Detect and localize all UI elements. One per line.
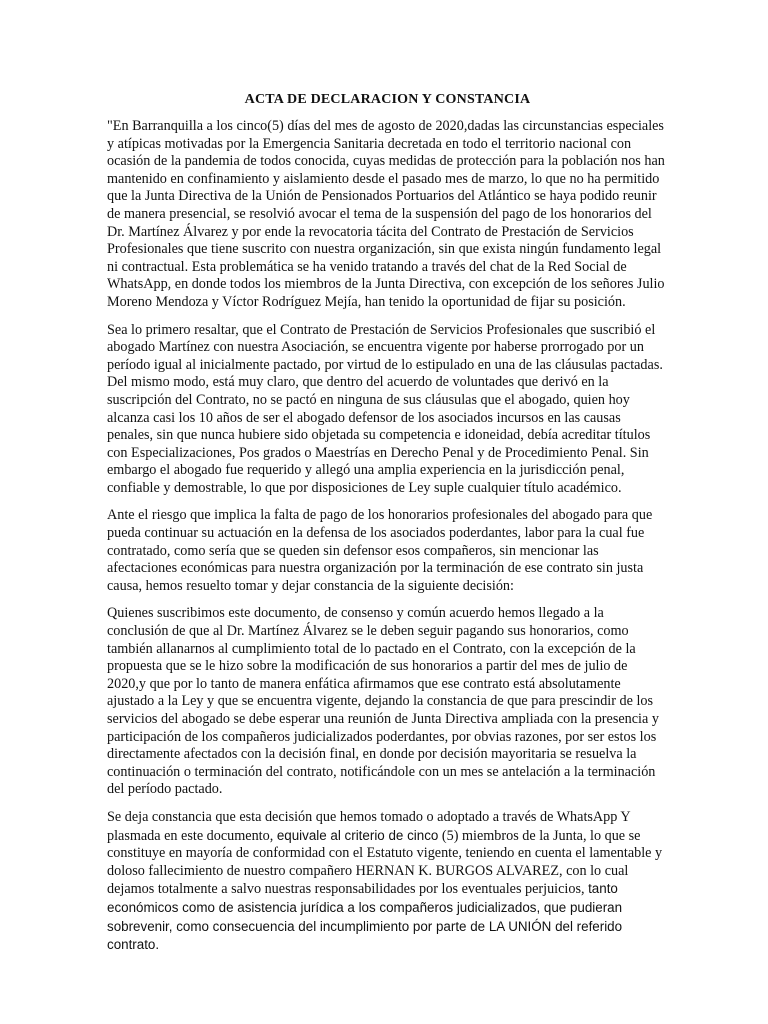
paragraph-5-part-1: Se deja constancia que esta decisión que hemos tomado o adoptado a través de WhatsApp Y plasmada en este documento, <box>107 808 631 844</box>
document-title: ACTA DE DECLARACION Y CONSTANCIA <box>244 92 531 107</box>
paragraph-5-part-2: equivale al criterio de cinco <box>276 827 439 843</box>
paragraph-3: Ante el riesgo que implica la falta de pago de los honorarios profesionales del abogado para que pueda continuar su actuación en la defensa de los asociados poderdantes, labor para la cual fue contratado, como sería que se queden sin defensor esos compañeros, sin mencionar las afectaciones económicas para nuestra organización por la terminación de ese contrato sin justa causa, hemos resuelto tomar y dejar constancia de la siguiente decisión: <box>107 507 653 594</box>
paragraph-1: "En Barranquilla a los cinco(5) días del mes de agosto de 2020,dadas las circunstancias especiales y atípicas motivadas por la Emergencia Sanitaria decretada en todo el territorio nacional con ocasión de la pandemia de todos conocida, cuyas medidas de protección para la población nos han mantenido en confinamiento y aislamiento desde el pasado mes de marzo, lo que no ha permitido que la Junta Directiva de la Unión de Pensionados Portuarios del Atlántico se haya podido reunir de manera presencial, se resolvió avocar el tema de la suspensión del pago de los honorarios del Dr. Martínez Álvarez y por ende la revocatoria tácita del Contrato de Prestación de Servicios Profesionales que tiene suscrito con nuestra organización, sin que exista ningún fundamento legal ni contractual. Esta problemática se ha venido tratando a través del chat de la Red Social de WhatsApp, en donde todos los miembros de la Junta Directiva, con excepción de los señores Julio Moreno Mendoza y Víctor Rodríguez Mejía, han tenido la oportunidad de fijar su posición. <box>107 118 665 310</box>
paragraph-2: Sea lo primero resaltar, que el Contrato de Prestación de Servicios Profesionales que suscribió el abogado Martínez con nuestra Asociación, se encuentra vigente por haberse prorrogado por un período igual al inicialmente pactado, por virtud de lo estipulado en una de las cláusulas pactadas. Del mismo modo, está muy claro, que dentro del acuerdo de voluntades que derivó en la suscripción del Contrato, no se pactó en ninguna de sus cláusulas que el abogado, quien hoy alcanza casi los 10 años de ser el abogado defensor de los asociados incursos en las causas penales, sin que nunca hubiere sido objetada su competencia e idoneidad, debía acreditar títulos con Especializaciones, Pos grados o Maestrías en Derecho Penal y de Procedimiento Penal. Sin embargo el abogado fue requerido y allegó una amplia experiencia en la jurisdicción penal, confiable y demostrable, lo que por disposiciones de Ley suple cualquier título académico. <box>107 321 663 496</box>
paragraph-5 <box>107 809 668 955</box>
paragraph-5-part-3: (5) miembros de la Junta, lo que se constituye en mayoría de conformidad con el Estatuto vigente, teniendo en cuenta el lamentable y doloso fallecimiento de nuestro compañero HERNAN K. BURGOS ALVAREZ, con lo cual dejamos totalmente a salvo nuestras responsabilidades por los eventuales perjuicios, <box>107 827 663 898</box>
paragraph-5-part-4: tanto económicos como de asistencia jurídica a los compañeros judicializados, que pudieran sobrevenir, como consecuencia del incumplimiento por parte de LA UNIÓN del referido contrato. <box>107 881 623 953</box>
paragraph-4: Quienes suscribimos este documento, de consenso y común acuerdo hemos llegado a la conclusión de que al Dr. Martínez Álvarez se le deben seguir pagando sus honorarios, como también allanarnos al cumplimiento total de lo pactado en el Contrato, con la excepción de la propuesta que se le hizo sobre la modificación de sus honorarios a partir del mes de julio de 2020,y que por lo tanto de manera enfática afirmamos que ese contrato está absolutamente ajustado a la Ley y que se encuentra vigente, dejando la constancia de que para prescindir de los servicios del abogado se debe esperar una reunión de Junta Directiva ampliada con la presencia y participación de los compañeros judicializados poderdantes, por obvias razones, por ser estos los directamente afectados con la decisión final, en donde por decisión mayoritaria se resuelva la continuación o terminación del contrato, notificándole con un mes se antelación a la terminación del período pactado. <box>107 605 659 798</box>
